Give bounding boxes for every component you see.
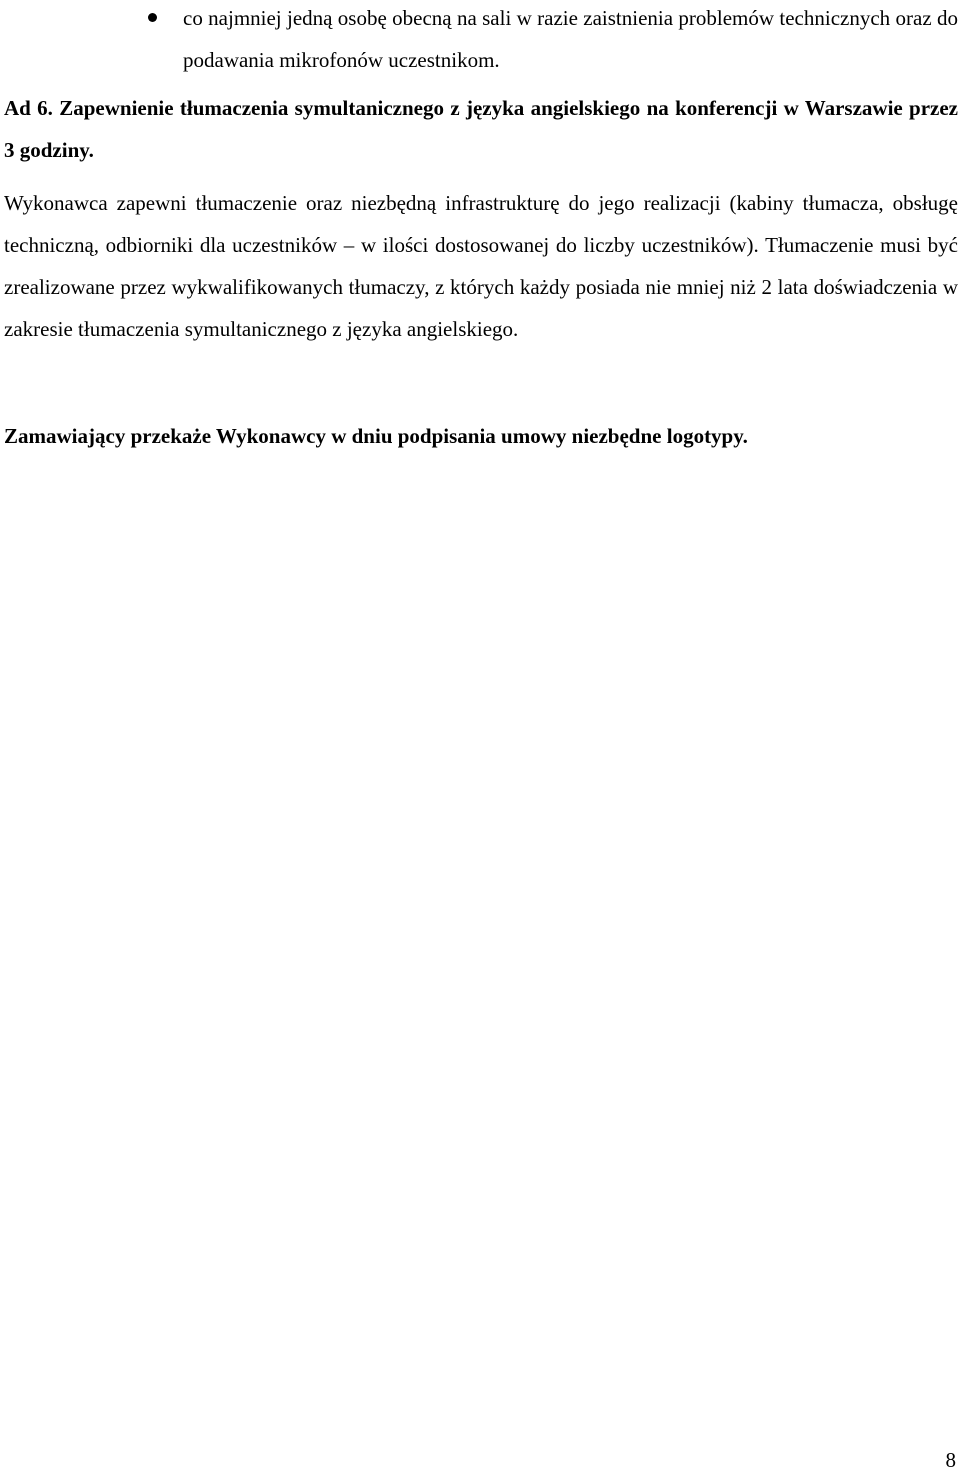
bullet-list-item: co najmniej jedną osobę obecną na sali w razie zaistnienia problemów technicznych oraz do podawania mikrofonów uczestnikom. [183, 6, 958, 72]
section-heading: Ad 6. Zapewnienie tłumaczenia symultanicznego z języka angielskiego na konferencji w Warszawie przez 3 godziny. [4, 96, 958, 162]
final-note: Zamawiający przekaże Wykonawcy w dniu podpisania umowy niezbędne logotypy. [4, 424, 748, 448]
bullet-point-icon [148, 13, 157, 22]
body-paragraph: Wykonawca zapewni tłumaczenie oraz niezbędną infrastrukturę do jego realizacji (kabiny tłumacza, obsługę techniczną, odbiorniki dla uczestników – w ilości dostosowanej do liczby uczestników). Tłumaczenie musi być zrealizowane przez wykwalifikowanych tłumaczy, z których każdy posiada nie mniej niż 2 lata doświadczenia w zakresie tłumaczenia symultanicznego z języka angielskiego. [4, 191, 958, 341]
page-number: 8 [945, 1448, 956, 1472]
